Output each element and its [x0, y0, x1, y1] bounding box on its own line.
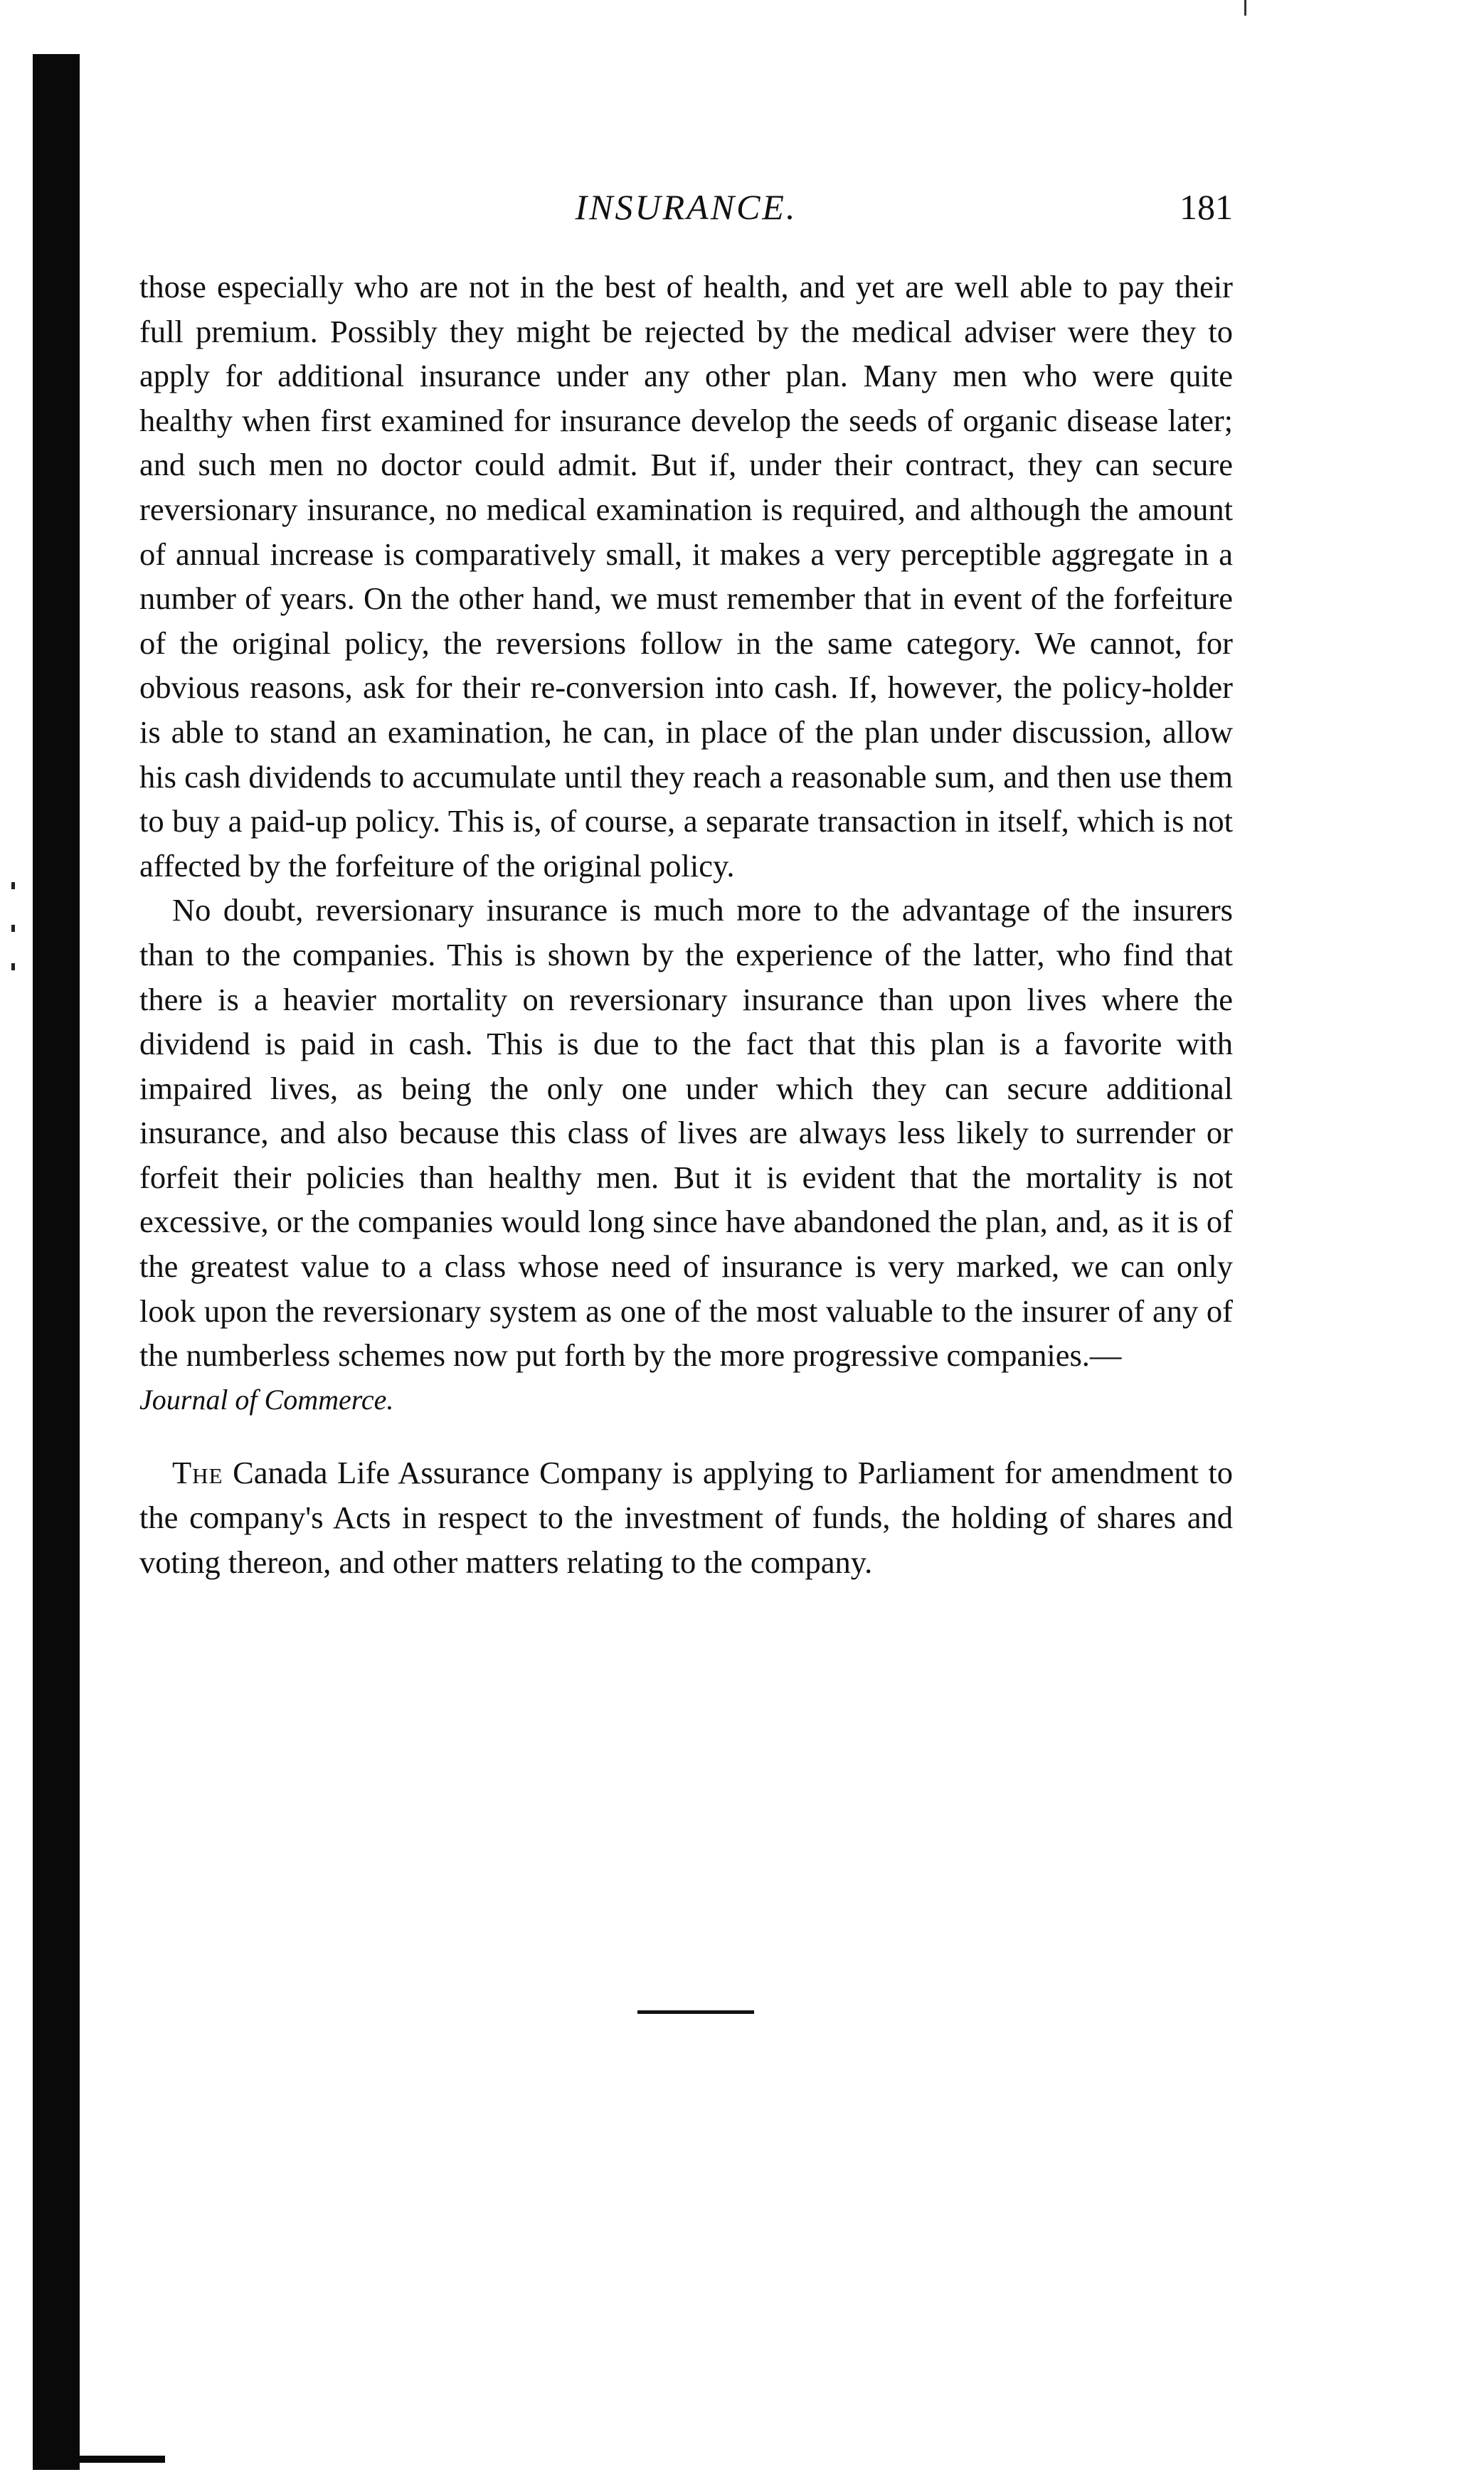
scan-mark [1244, 0, 1246, 16]
gutter-speck [11, 963, 15, 970]
source-citation: Journal of Commerce. [139, 1383, 394, 1416]
binding-edge-foot [80, 2456, 165, 2463]
note-lead-word: The [172, 1455, 223, 1491]
news-note [139, 1450, 1233, 1584]
gutter-speck [11, 925, 15, 932]
paragraph-continued: those especially who are not in the best of health, and yet are well able to pay their full premium. Possibly they might be rejected by the medical adviser were they to apply for additional insurance under any other plan. Many men who were quite healthy when first examined for insurance develop the seeds of organic disease later; and such men no doctor could admit. But if, under their contract, they can secure reversionary insurance, no medical examination is required, and although the amount of annual increase is comparatively small, it makes a very perceptible aggregate in a number of years. On the other hand, we must remember that in event of the forfeiture of the original policy, the reversions follow in the same category. We cannot, for obvious reasons, ask for their re-conversion into cash. If, however, the policy-holder is able to stand an examination, he can, in place of the plan under discussion, allow his cash dividends to accumulate until they reach a reasonable sum, and then use them to buy a paid-up policy. This is, of course, a separate transaction in itself, which is not affected by the forfeiture of the original policy. [139, 269, 1233, 884]
binding-edge [33, 54, 80, 2470]
page-body [139, 265, 1233, 1584]
note-text: Canada Life Assurance Company is applying to Parliament for amendment to the company's Acts in respect to the investment of funds, the holding of shares and voting thereon, and other matters relating to the company. [139, 1455, 1233, 1580]
page-header [139, 186, 1233, 243]
section-rule [637, 2010, 754, 2014]
gutter-speck [11, 882, 15, 889]
running-head: INSURANCE. [575, 187, 797, 227]
paragraph-reversionary: No doubt, reversionary insurance is much more to the advantage of the insurers than to the companies. This is shown by the experience of the latter, who find that there is a heavier mortality on reversionary insurance than upon lives where the dividend is paid in cash. This is due to the fact that this plan is a favorite with impaired lives, as being the only one under which they can secure additional insurance, and also because this class of lives are always less likely to surrender or forfeit their policies than healthy men. But it is evident that the mortality is not excessive, or the companies would long since have abandoned the plan, and, as it is of the greatest value to a class whose need of insurance is very marked, we can only look upon the reversionary system as one of the most valuable to the insurer of any of the numberless schemes now put forth by the more progressive companies.— [139, 892, 1233, 1374]
page-number: 181 [1180, 187, 1233, 227]
